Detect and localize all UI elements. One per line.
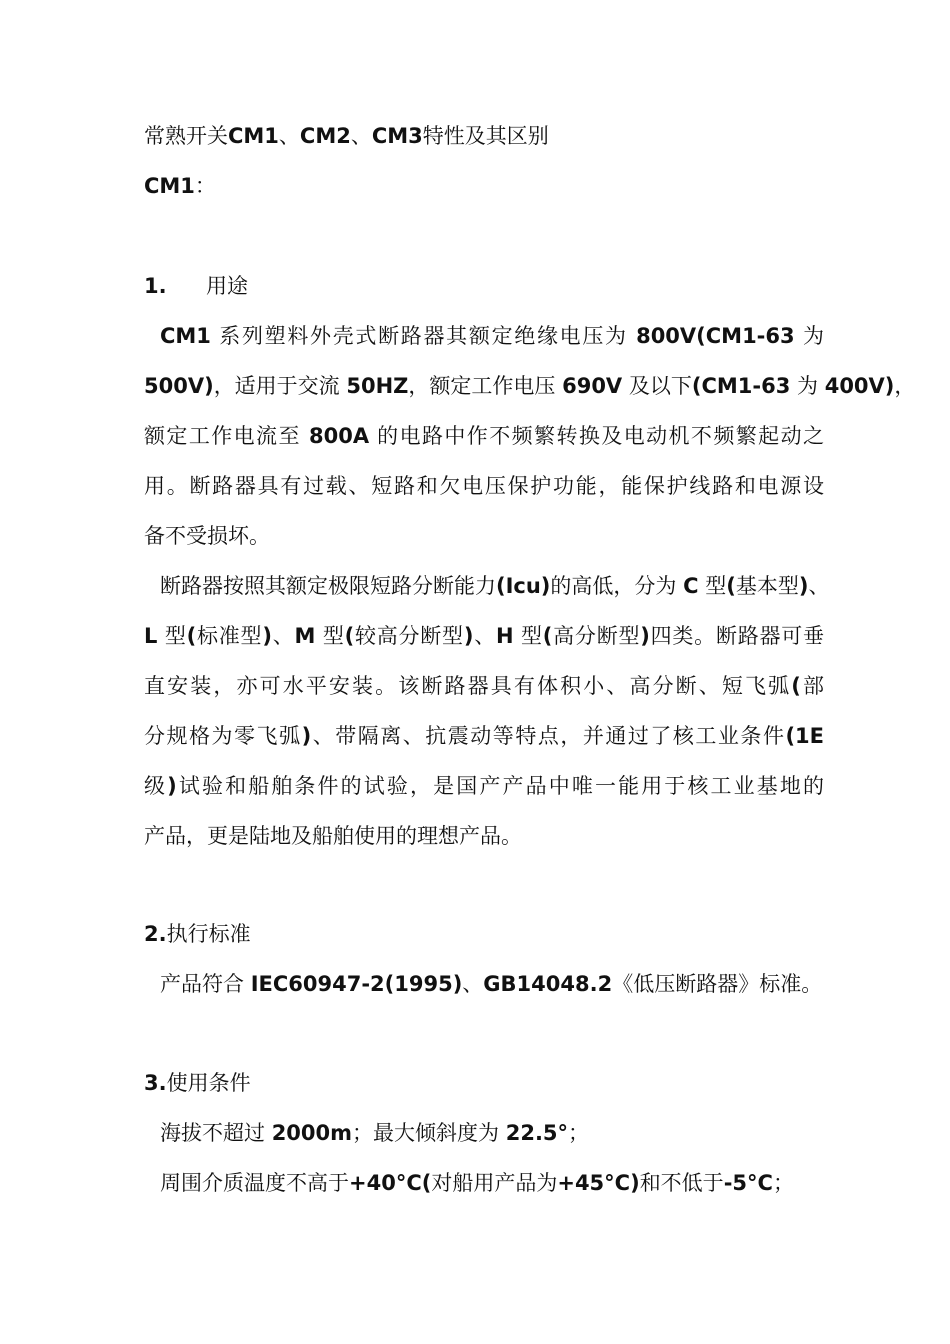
model-heading-cm1: [144, 171, 824, 201]
text-run: 海拔不超过: [160, 1121, 272, 1145]
document-title: [144, 121, 824, 151]
paragraph-line: [144, 671, 824, 701]
text-run: 级: [144, 774, 168, 798]
text-run: 周围介质温度不高于: [160, 1171, 349, 1195]
text-run: 产品符合: [160, 972, 251, 996]
text-run: 800A: [308, 424, 370, 448]
text-run: ；最大倾斜度为: [352, 1121, 506, 1145]
text-run: (: [542, 624, 553, 648]
text-run: 型: [513, 624, 543, 648]
text-run: +40°C(: [349, 1171, 432, 1195]
section-title: 执行标准: [166, 922, 251, 946]
text-run: IEC60947-2(1995): [250, 972, 463, 996]
text-run: 、: [808, 574, 830, 598]
text-run: M: [294, 624, 316, 648]
text-run: CM1: [228, 124, 279, 148]
text-run: CM2: [299, 124, 351, 148]
text-run: ；: [568, 1121, 590, 1145]
text-run: (Icu): [496, 574, 551, 598]
text-run: -5°C: [723, 1171, 773, 1195]
text-run: 800V(CM1-63: [636, 324, 795, 348]
text-run: 及以下: [622, 374, 692, 398]
section-number: 3.: [144, 1071, 167, 1095]
text-run: 产品，更是陆地及船舶使用的理想产品。: [144, 824, 522, 848]
text-run: 《低压断路器》标准。: [612, 972, 823, 996]
text-run: 型: [157, 624, 187, 648]
paragraph-line: [144, 521, 824, 551]
paragraph-line: [144, 421, 824, 451]
paragraph-line: [160, 321, 824, 351]
text-run: (CM1-63: [691, 374, 791, 398]
paragraph-line: [160, 1118, 824, 1148]
text-run: (1E: [785, 724, 825, 748]
text-run: ): [167, 774, 177, 798]
text-run: L: [144, 624, 158, 648]
text-run: 500V): [144, 374, 214, 398]
text-run: 特性及其区别: [422, 124, 549, 148]
text-run: 22.5°: [505, 1121, 569, 1145]
text-run: 高分断型: [552, 624, 641, 648]
text-run: 部: [800, 674, 825, 698]
text-run: +45°C): [557, 1171, 640, 1195]
paragraph-line: [144, 821, 824, 851]
text-run: 标准型: [196, 624, 263, 648]
text-run: (: [726, 574, 736, 598]
text-run: (: [186, 624, 197, 648]
text-run: 较高分断型: [354, 624, 464, 648]
text-run: 和不低于: [639, 1171, 724, 1195]
text-run: 直安装，亦可水平安装。该断路器具有体积小、高分断、短飞弧: [144, 674, 792, 698]
text-run: ，: [894, 374, 916, 398]
paragraph-line: [160, 571, 830, 601]
text-run: 为: [794, 324, 824, 348]
text-run: 额定工作电流至: [144, 424, 309, 448]
text-run: 型: [698, 574, 727, 598]
text-run: 690V: [562, 374, 623, 398]
text-run: 试验和船舶条件的试验，是国产产品中唯一能用于核工业基地的: [176, 774, 825, 798]
text-run: CM1: [144, 174, 195, 198]
text-run: 备不受损坏。: [144, 524, 270, 548]
paragraph-line: [144, 471, 824, 501]
section-heading-purpose: [144, 271, 824, 301]
section-title: 使用条件: [166, 1071, 251, 1095]
text-run: ): [463, 624, 474, 648]
section-number: 2.: [144, 922, 167, 946]
text-run: 为: [790, 374, 825, 398]
text-run: 分规格为零飞弧: [144, 724, 302, 748]
text-run: ；: [772, 1171, 794, 1195]
text-run: ，额定工作电压: [408, 374, 563, 398]
text-run: 2000m: [271, 1121, 353, 1145]
text-run: 对船用产品为: [431, 1171, 558, 1195]
text-run: CM1: [160, 324, 211, 348]
text-run: 型: [315, 624, 345, 648]
text-run: 的高低，分为: [550, 574, 684, 598]
paragraph-line: [144, 721, 824, 751]
text-run: ): [640, 624, 650, 648]
text-run: ：: [194, 174, 216, 198]
text-run: 的电路中作不频繁转换及电动机不频繁起动之: [369, 424, 824, 448]
text-run: ): [301, 724, 312, 748]
section-heading-standard: [144, 919, 824, 949]
text-run: (: [791, 674, 801, 698]
text-run: ，适用于交流: [213, 374, 347, 398]
paragraph-line: [160, 1168, 824, 1198]
paragraph-line: [160, 969, 824, 999]
text-run: 50HZ: [346, 374, 409, 398]
text-run: 、: [271, 624, 295, 648]
text-run: 、: [473, 624, 496, 648]
text-run: ): [798, 574, 809, 598]
text-run: 、: [278, 124, 300, 148]
section-title: 用途: [206, 274, 248, 298]
text-run: 基本型: [735, 574, 799, 598]
text-run: 系列塑料外壳式断路器其额定绝缘电压为: [210, 324, 637, 348]
text-run: 用。断路器具有过载、短路和欠电压保护功能，能保护线路和电源设: [144, 474, 824, 498]
text-run: H: [495, 624, 514, 648]
text-run: GB14048.2: [483, 972, 613, 996]
section-number: 1.: [144, 274, 167, 298]
text-run: 断路器按照其额定极限短路分断能力: [160, 574, 496, 598]
text-run: (: [344, 624, 355, 648]
paragraph-line: [144, 621, 824, 651]
text-run: 、: [462, 972, 484, 996]
paragraph-line: [144, 771, 824, 801]
section-heading-conditions: [144, 1068, 824, 1098]
text-run: 400V): [824, 374, 895, 398]
text-run: ): [262, 624, 272, 648]
paragraph-line: [144, 371, 916, 401]
text-run: 四类。断路器可垂: [649, 624, 825, 648]
text-run: 、带隔离、抗震动等特点，并通过了核工业条件: [311, 724, 786, 748]
text-run: 常熟开关: [144, 124, 228, 148]
text-run: C: [683, 574, 699, 598]
text-run: 、: [350, 124, 372, 148]
text-run: CM3: [371, 124, 423, 148]
